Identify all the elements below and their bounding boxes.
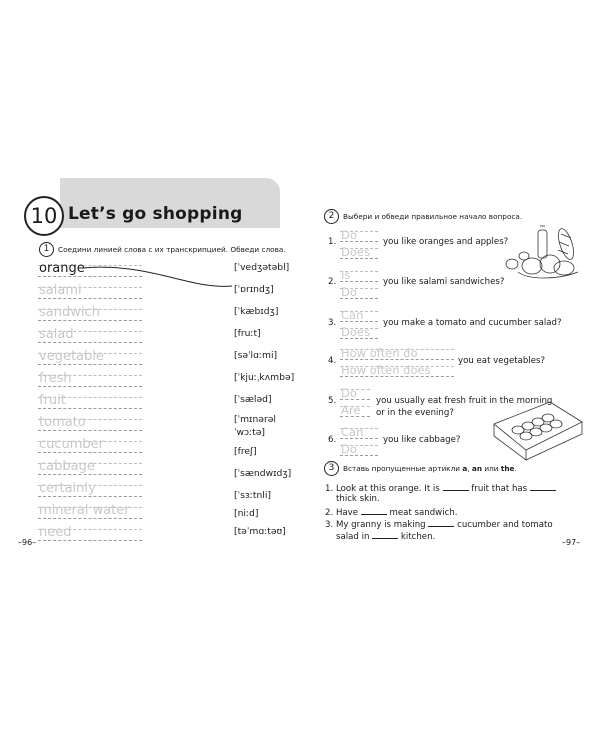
question-number: 5. [328,396,337,406]
option-do[interactable]: Do [340,387,370,401]
egg-box-illustration [488,396,586,462]
word-item[interactable]: vegetable [38,350,142,368]
word-item[interactable]: fruit [38,394,142,412]
answer-blank[interactable] [428,518,454,527]
question-number: 3. [328,318,337,328]
option-does[interactable]: Does [340,326,378,340]
word-item[interactable]: need [38,526,142,544]
transcription-item[interactable]: [ˈkjuːˌkʌmbə] [234,372,295,383]
answer-blank[interactable] [372,530,398,539]
answer-blank[interactable] [361,506,387,515]
option-how-often-do[interactable]: How often do [340,347,454,361]
exercise-3-line-3: 3. My granny is making cucumber and tomato [325,520,553,530]
exercise-2-instruction: Выбери и обведи правильное начало вопроса. [343,212,523,221]
exercise-1-number: 1 [39,242,54,257]
unit-title: Let’s go shopping [68,204,243,224]
option-can[interactable]: Can [340,309,378,323]
word-item[interactable]: mineral water [38,504,142,522]
exercise-3-line-1: 1. Look at this orange. It is fruit that has [325,482,556,494]
transcription-item[interactable]: [freʃ] [234,446,257,457]
fruit-illustration [498,222,584,282]
question-number: 6. [328,435,337,445]
transcription-item[interactable]: [ˈsændwɪdʒ] [234,468,292,479]
option-can[interactable]: Can [340,426,378,440]
transcription-item[interactable]: [fruːt] [234,328,261,339]
word-item[interactable]: tomato [38,416,142,434]
transcription-item[interactable]: [ˈɒrɪndʒ] [234,284,274,295]
word-item[interactable]: salad [38,328,142,346]
question-number: 1. [328,237,337,247]
transcription-item[interactable]: [səˈlɑːmi] [234,350,278,361]
question-text: you like cabbage? [383,435,461,445]
question-text: you like oranges and apples? [383,237,509,247]
answer-blank[interactable] [443,482,469,491]
word-item[interactable]: cucumber [38,438,142,456]
word-item[interactable]: sandwich [38,306,142,324]
question-text: you usually eat fresh fruit in the morning [376,396,553,406]
exercise-3-instruction: Вставь пропущенные артикли a, an или the. [343,464,517,473]
word-item[interactable]: fresh [38,372,142,390]
question-text: you eat vegetables? [458,356,546,366]
transcription-item[interactable]: [ˈsæləd] [234,394,272,405]
page-number-left: –96– [18,538,37,547]
option-are[interactable]: Are [340,404,370,418]
page-number-right: –97– [562,538,581,547]
exercise-3-number: 3 [324,461,339,476]
exercise-3-line-1-cont: thick skin. [336,494,380,504]
transcription-item-cont: ˈwɔːtə] [234,427,266,438]
transcription-item[interactable]: [niːd] [234,508,259,519]
transcription-item[interactable]: [təˈmɑːtəʊ] [234,526,286,537]
transcription-item[interactable]: [ˈmɪnərəl [234,414,276,425]
transcription-item[interactable]: [ˈkæbɪdʒ] [234,306,279,317]
question-number: 4. [328,356,337,366]
unit-number-badge: 10 [24,196,64,236]
question-text-cont: or in the evening? [376,408,454,418]
transcription-item[interactable]: [ˈsɜːtnli] [234,490,271,501]
exercise-3-line-3-cont: salad in kitchen. [336,532,436,542]
exercise-1-instruction: Соедини линией слова с их транскрипцией. Обведи слова. [58,245,286,254]
exercise-3-line-2: 2. Have meat sandwich. [325,508,458,518]
exercise-2-number: 2 [324,209,339,224]
word-item[interactable]: salami [38,284,142,302]
option-do[interactable]: Do [340,229,378,243]
option-is[interactable]: Is [340,269,378,283]
question-text: you like salami sandwiches? [383,277,505,287]
word-item[interactable]: cabbage [38,460,142,478]
answer-blank[interactable] [530,482,556,491]
option-do[interactable]: Do [340,443,378,457]
question-number: 2. [328,277,337,287]
option-does[interactable]: Does [340,246,378,260]
transcription-item[interactable]: [ˈvedʒətəbl] [234,262,290,273]
word-item[interactable]: orange [38,262,142,280]
option-how-often-does[interactable]: How often does [340,364,454,378]
option-do[interactable]: Do [340,286,378,300]
question-text: you make a tomato and cucumber salad? [383,318,562,328]
connector-line [80,260,240,300]
word-item[interactable]: certainly [38,482,142,500]
